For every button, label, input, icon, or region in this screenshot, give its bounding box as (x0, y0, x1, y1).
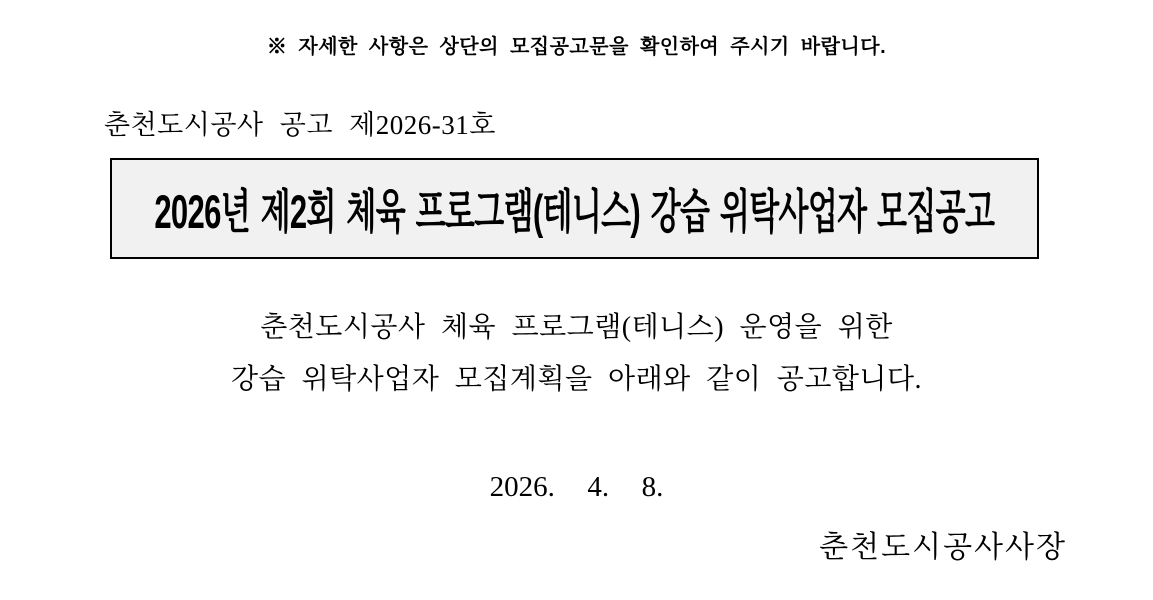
title-box (110, 158, 1039, 259)
announcement-date: 2026. 4. 8. (489, 471, 664, 503)
body-paragraph (0, 302, 1153, 406)
document-title: 2026년 제2회 체육 프로그램(테니스) 강습 위탁사업자 모집공고 (154, 185, 995, 238)
body-line-2: 강습 위탁사업자 모집계획을 아래와 같이 공고합니다. (230, 364, 923, 395)
body-line-1: 춘천도시공사 체육 프로그램(테니스) 운영을 위한 (260, 312, 893, 343)
top-notice: ※ 자세한 사항은 상단의 모집공고문을 확인하여 주시기 바랍니다. (266, 36, 887, 58)
announcement-number: 춘천도시공사 공고 제2026-31호 (104, 110, 496, 140)
signature: 춘천도시공사사장 (819, 531, 1067, 564)
